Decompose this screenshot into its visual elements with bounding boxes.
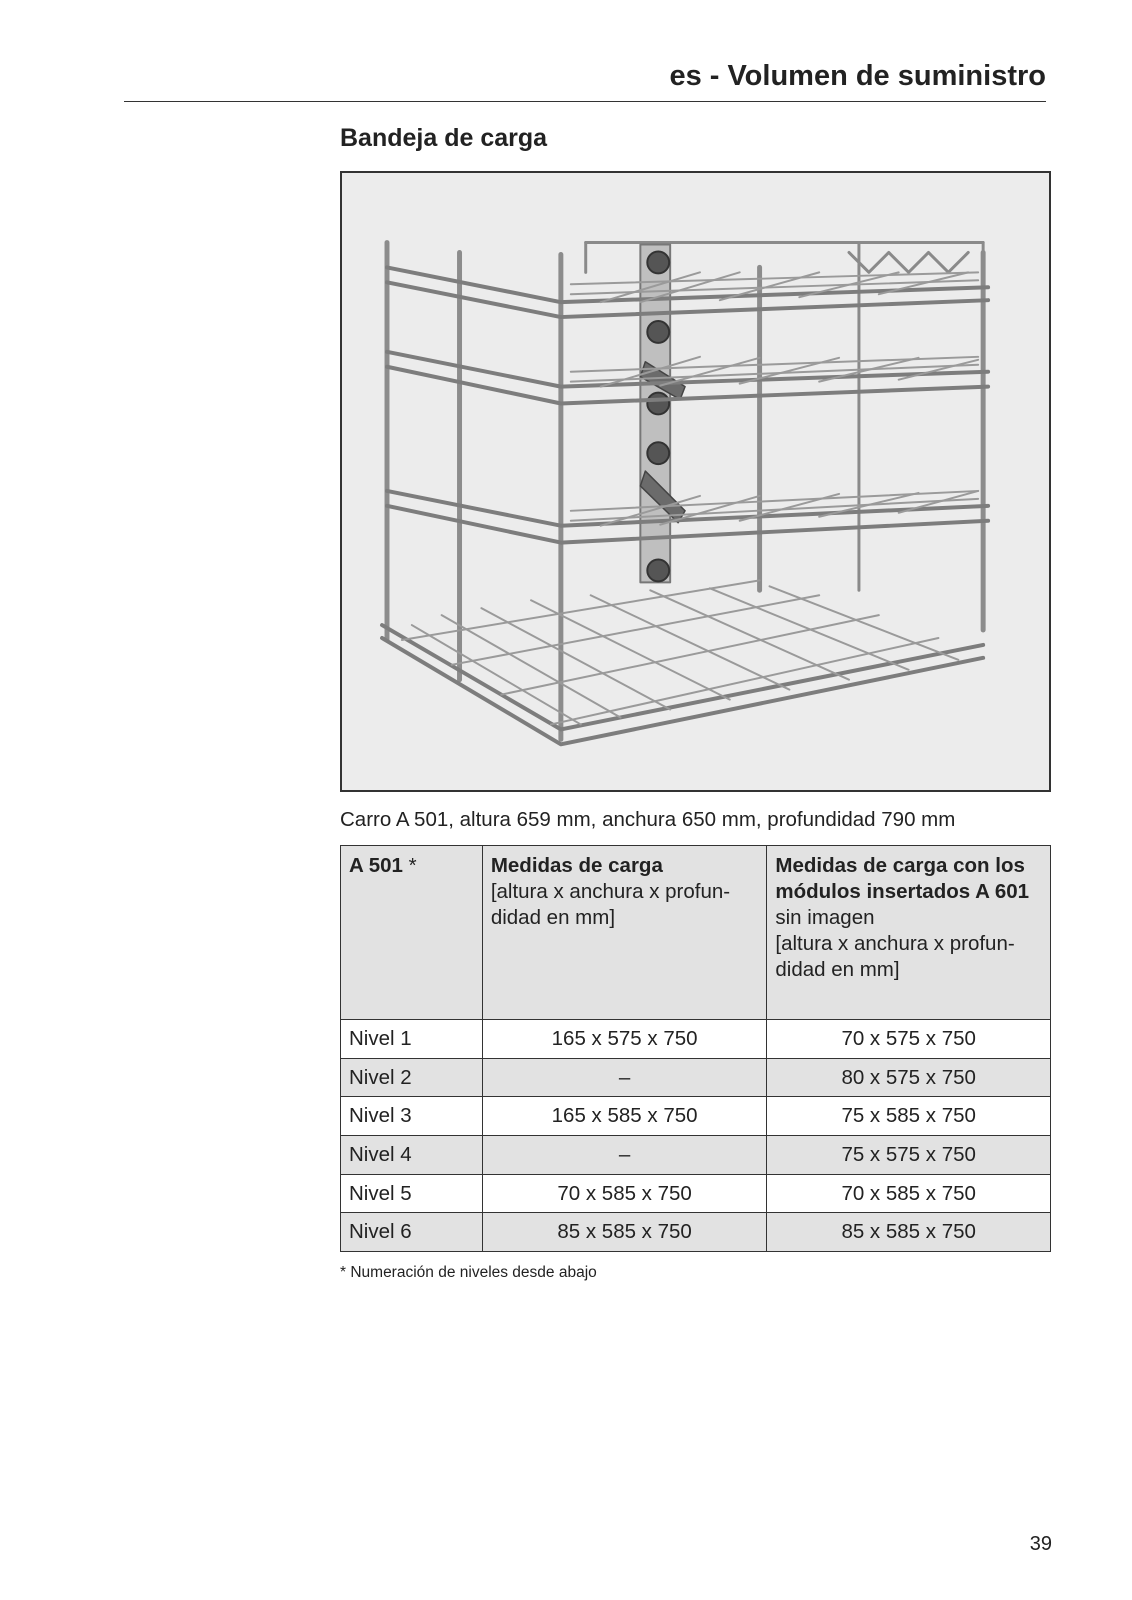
table-row bbox=[341, 1174, 1051, 1213]
page-header-title: es - Volumen de suministro bbox=[669, 60, 1046, 92]
load-cell: 70 x 585 x 750 bbox=[482, 1174, 767, 1213]
with-modules-cell: 70 x 575 x 750 bbox=[767, 1020, 1051, 1059]
with-modules-cell: 75 x 575 x 750 bbox=[767, 1136, 1051, 1175]
load-cell: – bbox=[482, 1058, 767, 1097]
load-cell: 85 x 585 x 750 bbox=[482, 1213, 767, 1252]
footnote: * Numeración de niveles desde abajo bbox=[340, 1264, 597, 1281]
loading-rack-figure bbox=[340, 171, 1051, 792]
with-modules-cell: 70 x 585 x 750 bbox=[767, 1174, 1051, 1213]
level-cell: Nivel 6 bbox=[341, 1213, 483, 1252]
loading-rack-illustration bbox=[342, 173, 1049, 790]
table-row bbox=[341, 1213, 1051, 1252]
table-row bbox=[341, 1058, 1051, 1097]
section-title: Bandeja de carga bbox=[340, 124, 548, 152]
with-modules-cell: 80 x 575 x 750 bbox=[767, 1058, 1051, 1097]
load-cell: 165 x 585 x 750 bbox=[482, 1097, 767, 1136]
header-load-dimensions-with-modules: Medidas de carga con los módulos insertados A 601 sin imagen [altura x anchura x profun-didad en mm] bbox=[767, 846, 1051, 1020]
load-cell: – bbox=[482, 1136, 767, 1175]
level-cell: Nivel 4 bbox=[341, 1136, 483, 1175]
page-number: 39 bbox=[1029, 1533, 1052, 1555]
level-cell: Nivel 1 bbox=[341, 1020, 483, 1059]
with-modules-cell: 75 x 585 x 750 bbox=[767, 1097, 1051, 1136]
header-divider bbox=[124, 101, 1046, 102]
table-row bbox=[341, 1097, 1051, 1136]
level-cell: Nivel 2 bbox=[341, 1058, 483, 1097]
table-row bbox=[341, 1136, 1051, 1175]
header-model: A 501 * bbox=[341, 846, 483, 1020]
load-dimensions-table bbox=[340, 845, 1051, 1252]
level-cell: Nivel 3 bbox=[341, 1097, 483, 1136]
level-cell: Nivel 5 bbox=[341, 1174, 483, 1213]
load-cell: 165 x 575 x 750 bbox=[482, 1020, 767, 1059]
table-header-row bbox=[341, 846, 1051, 1020]
header-load-dimensions: Medidas de carga [altura x anchura x profun-didad en mm] bbox=[482, 846, 767, 1020]
table-row bbox=[341, 1020, 1051, 1059]
with-modules-cell: 85 x 585 x 750 bbox=[767, 1213, 1051, 1252]
figure-caption: Carro A 501, altura 659 mm, anchura 650 mm, profundidad 790 mm bbox=[340, 808, 956, 831]
